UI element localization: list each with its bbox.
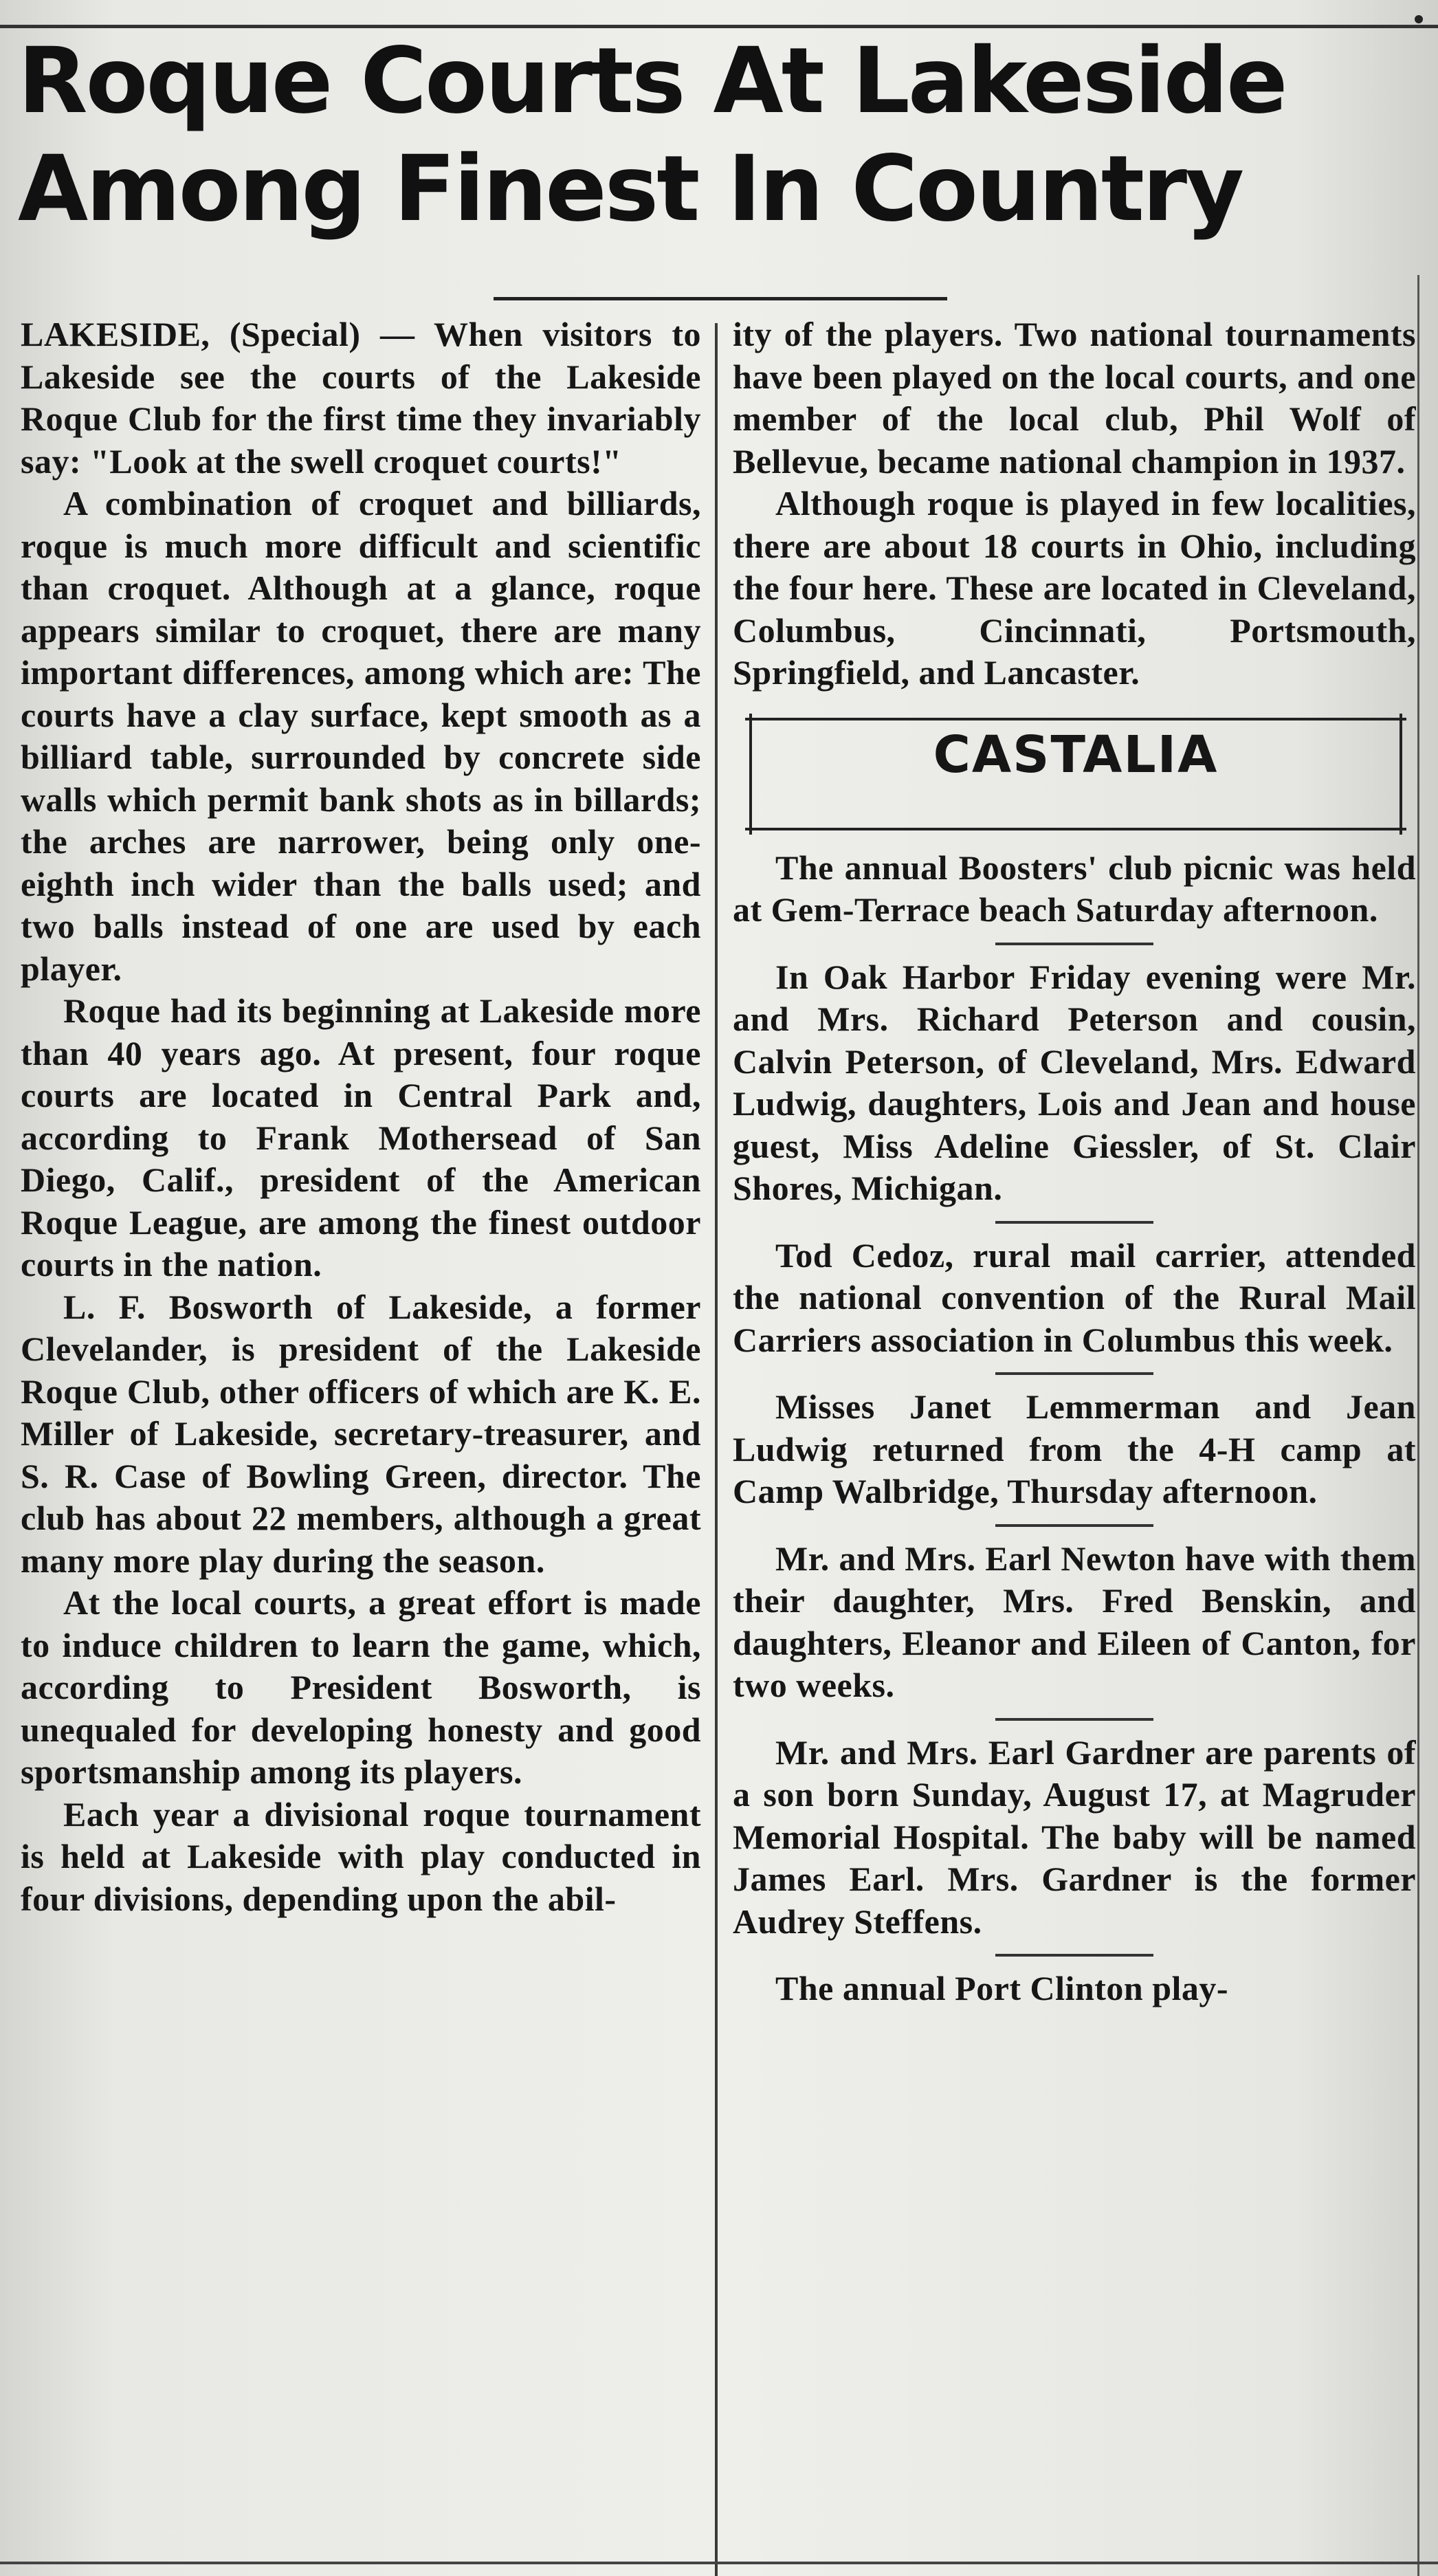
castalia-item: The annual Boosters' club picnic was held at Gem-Terrace beach Saturday afternoon. [733,848,1416,929]
item-separator [995,1372,1153,1375]
item-separator [995,1718,1153,1721]
castalia-header-box [745,718,1406,830]
castalia-item: Mr. and Mrs. Earl Gardner are parents of a son born Sunday, August 17, at Magruder Memorial Hospital. The baby will be named James Earl. Mrs. Gardner is the former Audrey Steffens. [733,1732,1416,1941]
item-separator [995,1524,1153,1527]
headline-line-1: Roque Courts At Lakeside [18,28,1286,134]
article-paragraph: L. F. Bosworth of Lakeside, a former Clevelander, is president of the Lakeside Roque Club, other officers of which are K. E. Miller of Lakeside, secretary-treasurer, and S. R. Case of Bowling Green, director. The club has about 22 members, although a great many more play during the season. [21,1287,701,1580]
column-divider [715,323,718,2576]
article-paragraph: Each year a divisional roque tournament is held at Lakeside with play conducted in four divisions, depending upon the abil- [21,1794,701,1918]
castalia-item: In Oak Harbor Friday evening were Mr. and Mrs. Richard Peterson and cousin, Calvin Peterson, of Cleveland, Mrs. Edward Ludwig, daughters, Lois and Jean and house guest, Miss Adeline Giessler, of St. Clair Shores, Michigan. [733,957,1416,1207]
article-paragraph: A combination of croquet and billiards, roque is much more difficult and scientific than croquet. Although at a glance, roque appears similar to croquet, there are many important differences, among which are: The courts have a clay surface, kept smooth as a billiard table, surrounded by concrete side walls which permit bank shots as in billards; the arches are narrower, being only one-eighth inch wider than the balls used; and two balls instead of one are used by each player. [21,484,701,988]
right-edge-rule [1417,275,1419,2576]
article-paragraph: ity of the players. Two national tournaments have been played on the local courts, and one member of the local club, Phil Wolf of Bellevue, became national champion in 1937. [733,315,1416,481]
article-paragraph: LAKESIDE, (Special) — When visitors to Lakeside see the courts of the Lakeside Roque Club for the first time they invariably say: "Look at the swell croquet courts!" [21,315,701,481]
castalia-item: Misses Janet Lemmerman and Jean Ludwig returned from the 4-H camp at Camp Walbridge, Thursday afternoon. [733,1387,1416,1510]
item-separator [995,1221,1153,1224]
article-paragraph: Roque had its beginning at Lakeside more than 40 years ago. At present, four roque courts are located in Central Park and, according to Frank Mothersead of San Diego, Calif., president of the American Roque League, are among the finest outdoor courts in the nation. [21,991,701,1284]
castalia-item: Tod Cedoz, rural mail carrier, attended the national convention of the Rural Mail Carriers association in Columbus this week. [733,1235,1416,1359]
headline [18,27,1386,243]
castalia-item: Mr. and Mrs. Earl Newton have with them their daughter, Mrs. Fred Benskin, and daughters, Eleanor and Eileen of Canton, for two weeks. [733,1539,1416,1704]
item-separator [995,1954,1153,1957]
castalia-item: The annual Port Clinton play- [775,1969,1229,2007]
headline-line-2: Among Finest In Country [18,136,1243,242]
article-right-column [733,313,1416,2010]
castalia-title: CASTALIA [933,725,1219,784]
article-left-column [21,313,701,1920]
corner-dot [1415,15,1423,23]
article-paragraph: Although roque is played in few localities, there are about 18 courts in Ohio, including the four here. These are located in Cleveland, Columbus, Cincinnati, Portsmouth, Springfield, and Lancaster. [733,484,1416,692]
article-paragraph: At the local courts, a great effort is made to induce children to learn the game, which, according to President Bosworth, is unequaled for developing honesty and good sportsmanship among its players. [21,1583,701,1791]
headline-rule [494,297,947,300]
item-separator [995,943,1153,945]
bottom-rule [0,2562,1438,2564]
